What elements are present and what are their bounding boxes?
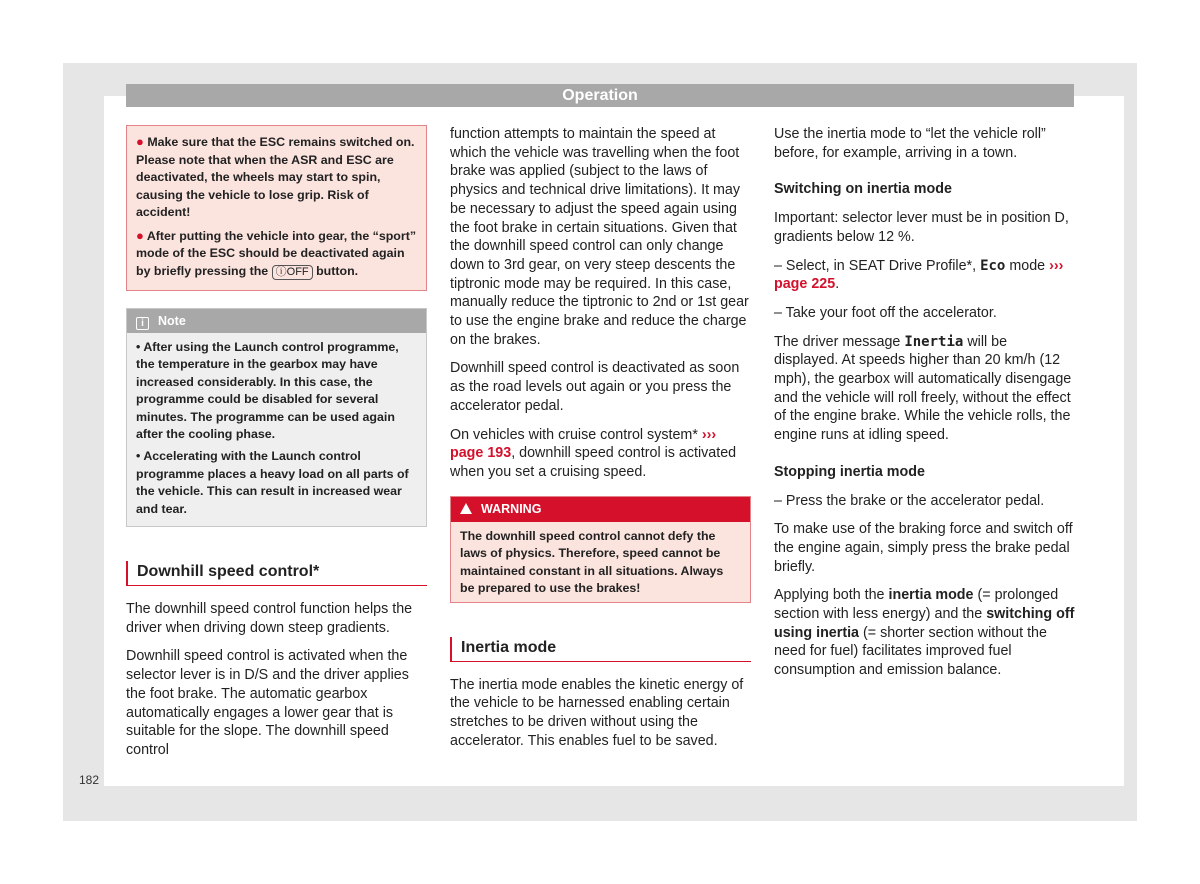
- step: – Take your foot off the accelerator.: [774, 304, 997, 321]
- paragraph: Downhill speed control is activated when the selector lever is in D/S and the driver applies the foot brake. The automatic gearbox automatically engages a lower gear that is suitable for the slope. The downhill speed control: [126, 648, 409, 758]
- note-header: i Note: [127, 309, 426, 333]
- warning-item: ● Make sure that the ESC remains switched on. Please note that when the ASR and ESC are deactivated, the wheels may start to spin, causing the vehicle to lose grip. Risk of accident!: [136, 134, 415, 219]
- note-item: • Accelerating with the Launch control programme places a heavy load on all parts of the vehicle. This can result in increased wear and tear.: [136, 449, 409, 516]
- note-item: • After using the Launch control programme, the temperature in the gearbox may have increased considerably. In this case, the programme could be disabled for several minutes. The programme can be used again after the cooling phase.: [136, 340, 399, 442]
- warning-header: WARNING: [451, 497, 750, 522]
- note-box: [126, 308, 427, 527]
- warning-triangle-icon: [460, 503, 472, 514]
- paragraph: The inertia mode enables the kinetic energy of the vehicle to be harnessed enabling certain stretches to be driven without using the accelerator. This enables fuel to be saved.: [450, 676, 744, 749]
- column-1: [126, 125, 427, 770]
- bullet-icon: ●: [136, 134, 144, 149]
- bullet-icon: ●: [136, 227, 144, 243]
- paragraph: On vehicles with cruise control system* ››› page 193, downhill speed control is activated when you set a cruising speed.: [450, 426, 737, 480]
- subheading-switch-on: Switching on inertia mode: [774, 181, 952, 198]
- paragraph: Important: selector lever must be in position D, gradients below 12 %.: [774, 210, 1069, 245]
- page-link[interactable]: ››› page 193: [450, 426, 717, 462]
- paragraph: function attempts to maintain the speed at which the vehicle was travelling when the foot brake was applied (subject to the laws of physics and technical drive limitations). It may be necessary to adjust the speed again using the foot brake in certain situations. Given that the downhill speed control can only change down to 3rd gear, on very steep descents the tiptronic mode may be required. In this case, manually reduce the tiptronic to 2nd or 1st gear to use the engine brake and reduce the charge on the brakes.: [450, 126, 749, 348]
- paragraph: Applying both the inertia mode (= prolonged section with less energy) and the switching off using inertia (= shorter section without the need for fuel) facilitates improved fuel consumption and emission balance.: [774, 587, 1075, 679]
- paragraph: The downhill speed control function helps the driver when driving down steep gradients.: [126, 601, 413, 636]
- paragraph: To make use of the braking force and switch off the engine again, simply press the brake pedal briefly.: [774, 521, 1073, 575]
- page-number: 182: [79, 773, 100, 787]
- section-heading-downhill: Downhill speed control*: [126, 561, 427, 586]
- step: – Press the brake or the accelerator pedal.: [774, 492, 1045, 509]
- paragraph: The driver message Inertia will be displayed. At speeds higher than 20 km/h (12 mph), the gearbox will automatically disengage and the vehicle will roll freely, without the effect of the engine brake. While the vehicle rolls, the engine runs at idling speed.: [774, 333, 1072, 444]
- esc-off-key-icon: ⓘOFF: [272, 265, 313, 280]
- subheading-stop: Stopping inertia mode: [774, 463, 925, 480]
- paragraph: Use the inertia mode to “let the vehicle roll” before, for example, arriving in a town.: [774, 126, 1046, 161]
- page-header: Operation: [126, 84, 1074, 107]
- warning-box: [450, 496, 751, 603]
- warning-item: ● After putting the vehicle into gear, the “sport” mode of the ESC should be deactivated again by briefly pressing the ⓘOFF button.: [136, 227, 417, 278]
- page-link[interactable]: ››› page 225: [774, 257, 1064, 293]
- warning-continuation-box: [126, 125, 427, 291]
- column-3: [774, 125, 1075, 690]
- info-icon: i: [136, 317, 149, 330]
- warning-body: The downhill speed control cannot defy the laws of physics. Therefore, speed cannot be maintained constant in all situations. Always be prepared to use the brakes!: [460, 528, 724, 596]
- section-heading-inertia: Inertia mode: [450, 637, 751, 662]
- column-2: [450, 125, 751, 760]
- note-body: [127, 333, 426, 526]
- paragraph: Downhill speed control is deactivated as soon as the road levels out again or you press the accelerator pedal.: [450, 360, 740, 414]
- step: – Select, in SEAT Drive Profile*, Eco mode ››› page 225.: [774, 257, 1064, 293]
